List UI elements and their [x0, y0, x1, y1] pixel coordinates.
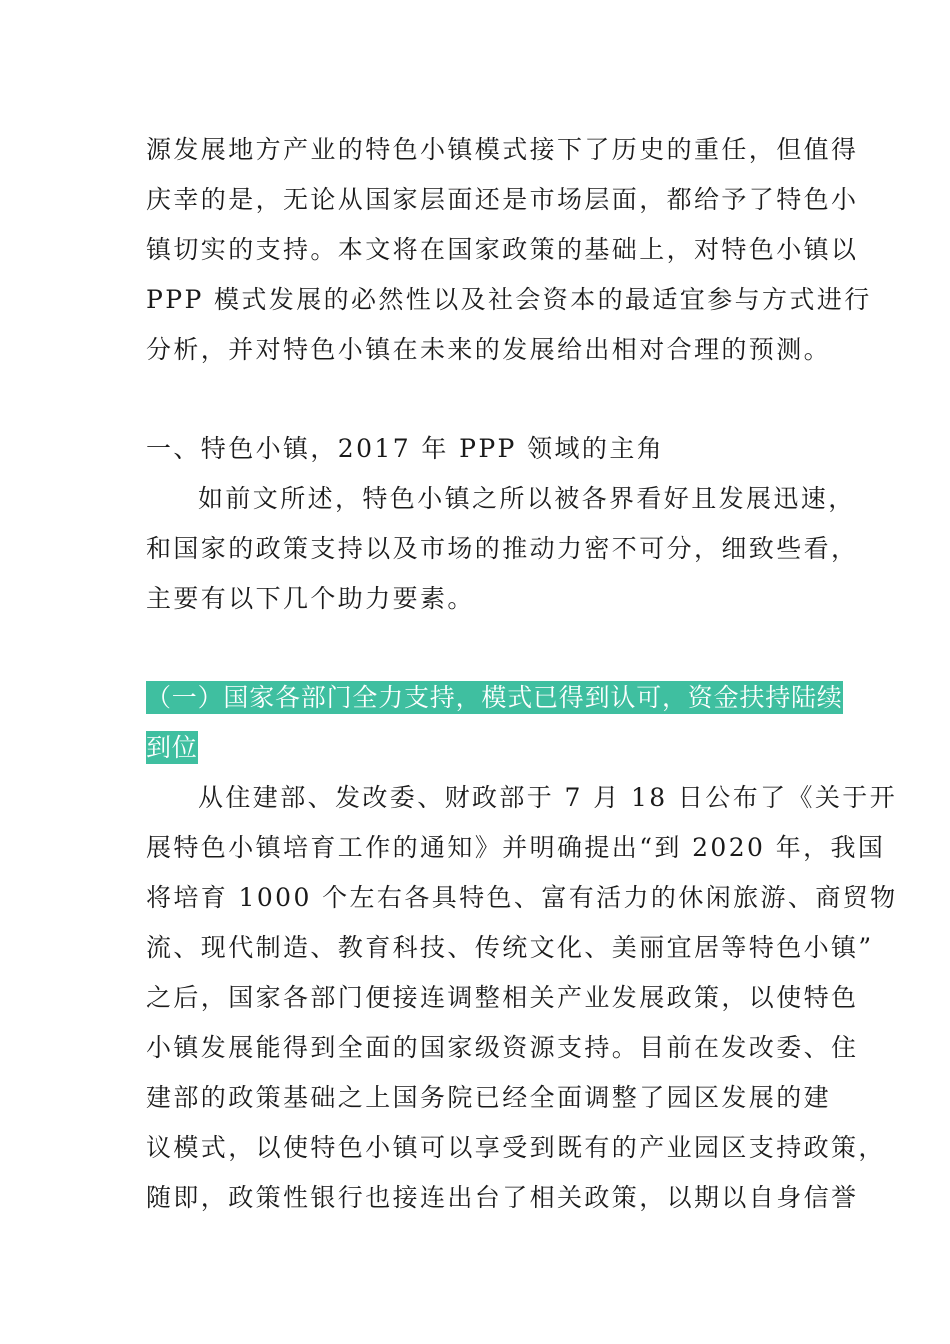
highlighted-heading-text: 到位 — [146, 733, 198, 762]
section-1-heading: 一、特色小镇，2017 年 PPP 领域的主角 — [146, 434, 665, 463]
intro-paragraph — [146, 125, 872, 375]
subsection-1-heading-line — [146, 723, 826, 773]
intro-line: 源发展地方产业的特色小镇模式接下了历史的重任，但值得 — [146, 135, 859, 164]
highlighted-heading-text: （一）国家各部门全力支持，模式已得到认可，资金扶持陆续 — [146, 683, 843, 712]
subsection-1-line: 建部的政策基础之上国务院已经全面调整了园区发展的建 — [146, 1083, 832, 1112]
subsection-1-heading-line — [146, 673, 843, 723]
intro-line: PPP 模式发展的必然性以及社会资本的最适宜参与方式进行 — [146, 285, 872, 314]
section-1 — [146, 424, 859, 624]
subsection-1 — [146, 673, 898, 1223]
subsection-1-line: 小镇发展能得到全面的国家级资源支持。目前在发改委、住 — [146, 1033, 859, 1062]
intro-line: 镇切实的支持。本文将在国家政策的基础上，对特色小镇以 — [146, 235, 859, 264]
section-1-line: 和国家的政策支持以及市场的推动力密不可分，细致些看， — [146, 534, 859, 563]
subsection-1-line: 议模式，以使特色小镇可以享受到既有的产业园区支持政策， — [146, 1133, 886, 1162]
subsection-1-line: 从住建部、发改委、财政部于 7 月 18 日公布了《关于开 — [198, 783, 898, 812]
subsection-1-line: 将培育 1000 个左右各具特色、富有活力的休闲旅游、商贸物 — [146, 883, 898, 912]
section-1-line: 如前文所述，特色小镇之所以被各界看好且发展迅速， — [198, 484, 856, 513]
subsection-1-line: 流、现代制造、教育科技、传统文化、美丽宜居等特色小镇” — [146, 933, 874, 962]
intro-line: 分析，并对特色小镇在未来的发展给出相对合理的预测。 — [146, 335, 832, 364]
intro-line: 庆幸的是，无论从国家层面还是市场层面，都给予了特色小 — [146, 185, 859, 214]
subsection-1-line: 展特色小镇培育工作的通知》并明确提出“到 2020 年，我国 — [146, 833, 886, 862]
subsection-1-line: 随即，政策性银行也接连出台了相关政策，以期以自身信誉 — [146, 1183, 859, 1212]
section-1-line: 主要有以下几个助力要素。 — [146, 584, 475, 613]
subsection-1-line: 之后，国家各部门便接连调整相关产业发展政策，以使特色 — [146, 983, 859, 1012]
